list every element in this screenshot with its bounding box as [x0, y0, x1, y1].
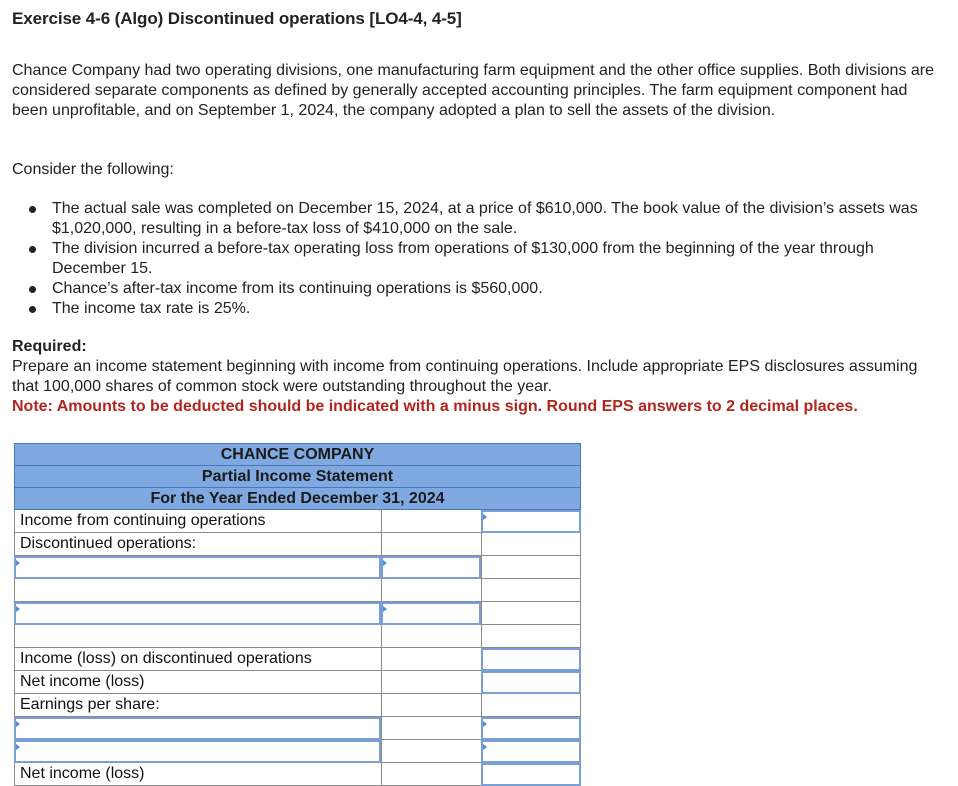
eps-item-1-dropdown[interactable]	[14, 717, 381, 740]
exercise-title: Exercise 4-6 (Algo) Discontinued operations [LO4-4, 4-5]	[12, 9, 462, 28]
table-row	[14, 510, 581, 533]
total-cell	[481, 625, 581, 648]
input-marker-icon	[383, 606, 387, 612]
amount-cell	[381, 579, 481, 602]
table-row	[14, 602, 581, 625]
discontinued-item-2-dropdown[interactable]	[14, 602, 381, 625]
input-marker-icon	[16, 721, 20, 727]
table-row	[14, 648, 581, 671]
row-label-income-continuing: Income from continuing operations	[14, 510, 381, 533]
input-marker-icon	[16, 744, 20, 750]
table-row	[14, 717, 581, 740]
list-item: The income tax rate is 25%.	[12, 299, 932, 319]
amount-cell	[381, 625, 481, 648]
input-marker-icon	[483, 744, 487, 750]
eps-item-2-amount-input[interactable]	[481, 740, 581, 763]
income-loss-discontinued-input[interactable]	[481, 648, 581, 671]
statement-company: CHANCE COMPANY	[14, 443, 581, 466]
total-cell	[481, 694, 581, 717]
bullet-icon	[29, 246, 36, 253]
amount-cell	[381, 694, 481, 717]
table-row	[14, 740, 581, 763]
bullet-icon	[29, 206, 36, 213]
table-row	[14, 671, 581, 694]
table-row	[14, 556, 581, 579]
row-label-eps-net-income: Net income (loss)	[14, 763, 381, 786]
list-item: Chance’s after-tax income from its continuing operations is $560,000.	[12, 279, 932, 299]
statement-period: For the Year Ended December 31, 2024	[14, 487, 581, 510]
blank-label-cell	[14, 579, 381, 602]
discontinued-item-1-amount-input[interactable]	[381, 556, 481, 579]
table-row	[14, 625, 581, 648]
instruction-note: Note: Amounts to be deducted should be indicated with a minus sign. Round EPS answers to 2 decimal places.	[12, 398, 858, 415]
amount-cell	[381, 510, 481, 533]
input-marker-icon	[16, 606, 20, 612]
required-text: Prepare an income statement beginning with income from continuing operations. Include appropriate EPS disclosures assuming that 100,000 shares of common stock were outstanding throughout the year.	[12, 358, 918, 395]
amount-cell	[381, 763, 481, 786]
blank-label-cell	[14, 625, 381, 648]
input-marker-icon	[483, 721, 487, 727]
facts-list	[12, 199, 932, 319]
list-item: The actual sale was completed on December 15, 2024, at a price of $610,000. The book value of the division’s assets was $1,020,000, resulting in a before-tax loss of $410,000 on the sale.	[12, 199, 932, 239]
bullet-icon	[29, 306, 36, 313]
amount-cell	[381, 671, 481, 694]
row-label-eps: Earnings per share:	[14, 694, 381, 717]
bullet-icon	[29, 286, 36, 293]
input-marker-icon	[483, 514, 487, 520]
total-cell	[481, 579, 581, 602]
amount-cell	[381, 740, 481, 763]
list-item: The division incurred a before-tax operating loss from operations of $130,000 from the beginning of the year through December 15.	[12, 239, 932, 279]
table-row	[14, 533, 581, 556]
consider-label: Consider the following:	[12, 161, 174, 178]
net-income-input[interactable]	[481, 671, 581, 694]
table-row	[14, 763, 581, 786]
total-cell	[481, 556, 581, 579]
row-label-net-income: Net income (loss)	[14, 671, 381, 694]
input-marker-icon	[383, 560, 387, 566]
income-statement-table	[14, 443, 581, 786]
discontinued-item-2-amount-input[interactable]	[381, 602, 481, 625]
row-label-discontinued-ops: Discontinued operations:	[14, 533, 381, 556]
eps-net-income-input[interactable]	[481, 763, 581, 786]
input-marker-icon	[16, 560, 20, 566]
required-section	[12, 337, 947, 417]
amount-cell	[381, 717, 481, 740]
amount-cell	[381, 533, 481, 556]
eps-item-1-amount-input[interactable]	[481, 717, 581, 740]
required-heading: Required:	[12, 338, 87, 355]
row-label-income-loss-discontinued: Income (loss) on discontinued operations	[14, 648, 381, 671]
intro-paragraph: Chance Company had two operating divisions, one manufacturing farm equipment and the other office supplies. Both divisions are considered separate components as defined by generally accepted accounting principles. The farm equipment component had been unprofitable, and on September 1, 2024, the company adopted a plan to sell the assets of the division.	[12, 62, 935, 119]
total-cell	[481, 533, 581, 556]
table-row	[14, 579, 581, 602]
income-continuing-input[interactable]	[481, 510, 581, 533]
amount-cell	[381, 648, 481, 671]
discontinued-item-1-dropdown[interactable]	[14, 556, 381, 579]
eps-item-2-dropdown[interactable]	[14, 740, 381, 763]
statement-name: Partial Income Statement	[14, 465, 581, 488]
table-row	[14, 694, 581, 717]
total-cell	[481, 602, 581, 625]
